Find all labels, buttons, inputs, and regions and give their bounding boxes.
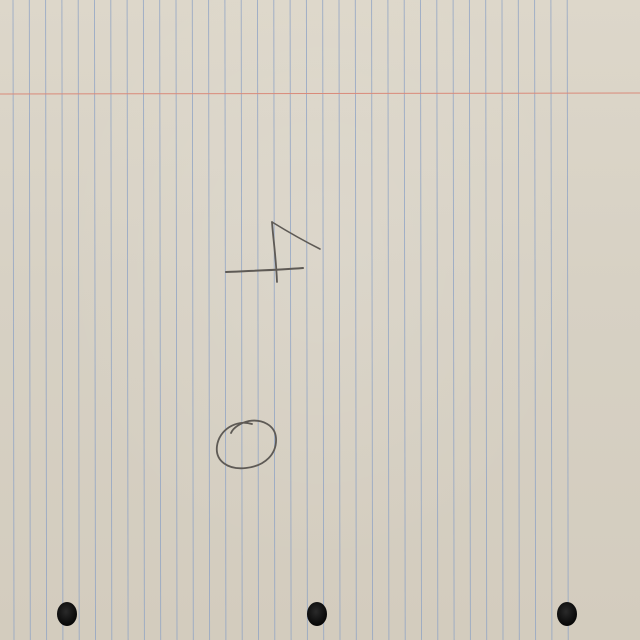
rule-line (62, 0, 63, 640)
rule-line (486, 0, 487, 640)
rule-line (111, 0, 112, 640)
rule-line (78, 0, 79, 640)
rule-line (127, 0, 128, 640)
rule-line (323, 0, 324, 640)
handwritten-digit-four (226, 222, 320, 282)
rule-line (274, 0, 275, 640)
rule-line (160, 0, 161, 640)
rule-line (192, 0, 193, 640)
rule-line (518, 0, 519, 640)
rule-lines (13, 0, 568, 640)
rule-line (176, 0, 177, 640)
rule-line (469, 0, 470, 640)
rule-line (241, 0, 242, 640)
rule-line (551, 0, 552, 640)
rule-line (421, 0, 422, 640)
rule-line (339, 0, 340, 640)
rule-line (372, 0, 373, 640)
rule-line (453, 0, 454, 640)
rule-line (388, 0, 389, 640)
rule-line (258, 0, 259, 640)
punch-hole-right (557, 602, 577, 626)
handwritten-marks (217, 222, 320, 468)
rule-line (95, 0, 96, 640)
margin-line (0, 93, 640, 94)
rule-line (143, 0, 144, 640)
punch-holes (57, 602, 577, 626)
rule-line (13, 0, 14, 640)
rule-line (209, 0, 210, 640)
rule-line (502, 0, 503, 640)
punch-hole-left (57, 602, 77, 626)
rule-line (290, 0, 291, 640)
rule-line (535, 0, 536, 640)
rule-line (567, 0, 568, 640)
rule-line (306, 0, 307, 640)
rule-line (404, 0, 405, 640)
rule-line (46, 0, 47, 640)
rule-line (355, 0, 356, 640)
rule-line (437, 0, 438, 640)
rule-line (225, 0, 226, 640)
punch-hole-middle (307, 602, 327, 626)
rule-line (29, 0, 30, 640)
